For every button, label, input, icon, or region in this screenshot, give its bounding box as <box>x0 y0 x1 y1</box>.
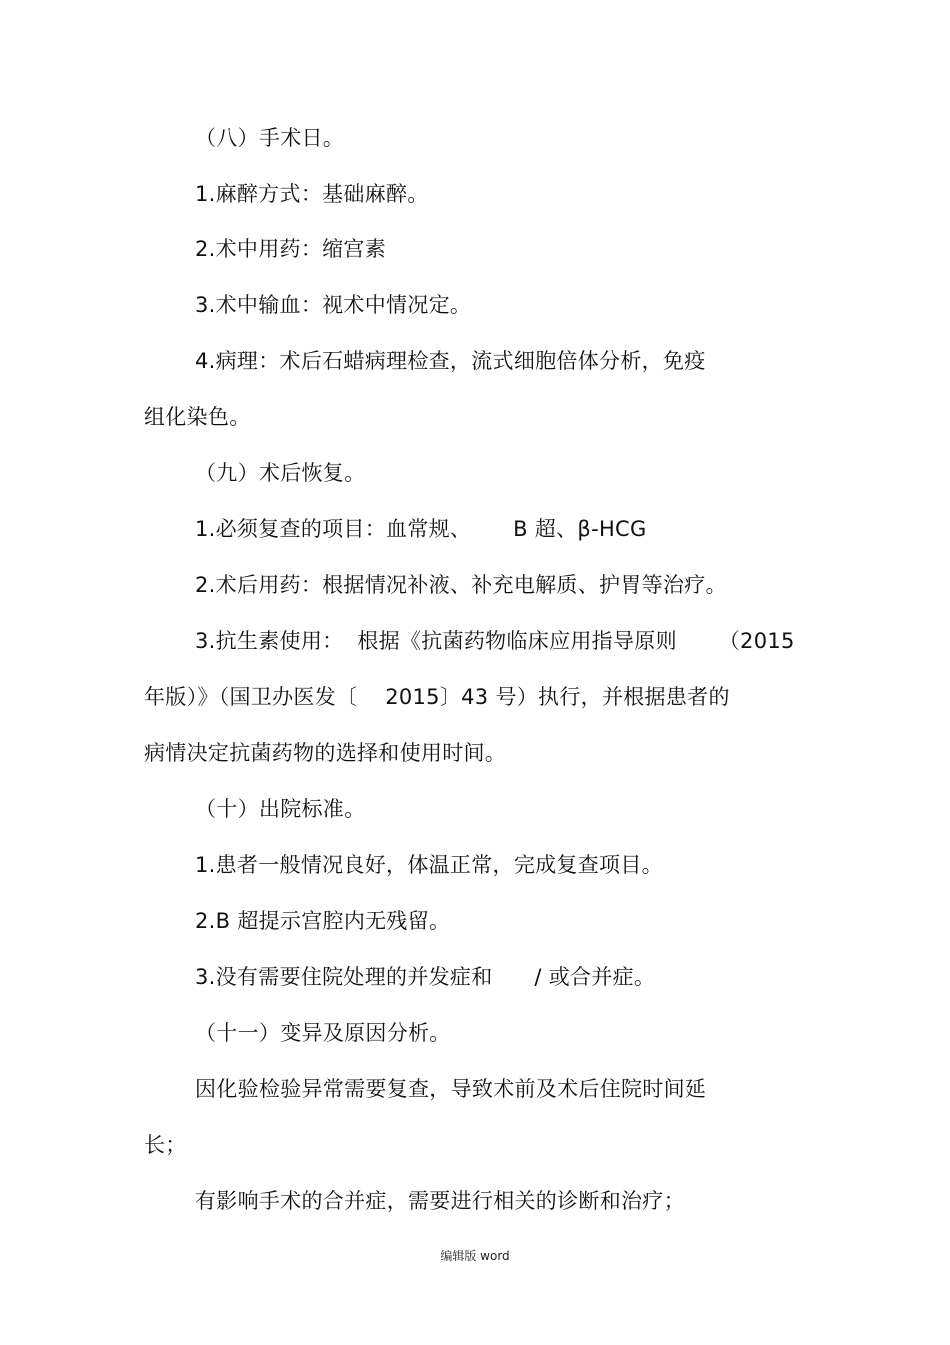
paragraph-abnormal-tests-cont: 长； <box>144 1133 187 1157</box>
paragraph-required-tests: 1.必须复查的项目：血常规、 B 超、β-HCG <box>195 517 647 541</box>
paragraph-antibiotics: 3.抗生素使用： 根据《抗菌药物临床应用指导原则 （2015 <box>195 629 795 653</box>
heading-surgery-day: （八）手术日。 <box>195 126 345 150</box>
paragraph-comorbidities: 有影响手术的合并症，需要进行相关的诊断和治疗； <box>195 1189 685 1213</box>
paragraph-pathology-cont: 组化染色。 <box>144 405 251 429</box>
paragraph-general-condition: 1.患者一般情况良好，体温正常，完成复查项目。 <box>195 853 663 877</box>
paragraph-abnormal-tests: 因化验检验异常需要复查，导致术前及术后住院时间延 <box>195 1077 707 1101</box>
heading-variation-analysis: （十一）变异及原因分析。 <box>195 1021 451 1045</box>
paragraph-anesthesia: 1.麻醉方式：基础麻醉。 <box>195 182 429 206</box>
heading-postop-recovery: （九）术后恢复。 <box>195 461 366 485</box>
paragraph-antibiotics-cont-1: 年版）》（国卫办医发〔 2015〕43 号）执行，并根据患者的 <box>144 685 730 709</box>
paragraph-antibiotics-cont-2: 病情决定抗菌药物的选择和使用时间。 <box>144 741 507 765</box>
paragraph-intraop-medication: 2.术中用药：缩宫素 <box>195 237 387 261</box>
paragraph-complications: 3.没有需要住院处理的并发症和 / 或合并症。 <box>195 965 656 989</box>
paragraph-transfusion: 3.术中输血：视术中情况定。 <box>195 293 472 317</box>
paragraph-ultrasound: 2.B 超提示宫腔内无残留。 <box>195 909 451 933</box>
paragraph-pathology: 4.病理：术后石蜡病理检查，流式细胞倍体分析，免疫 <box>195 349 706 373</box>
heading-discharge-criteria: （十）出院标准。 <box>195 797 366 821</box>
page-footer: 编辑版 word <box>440 1249 510 1263</box>
paragraph-postop-medication: 2.术后用药：根据情况补液、补充电解质、护胃等治疗。 <box>195 573 727 597</box>
